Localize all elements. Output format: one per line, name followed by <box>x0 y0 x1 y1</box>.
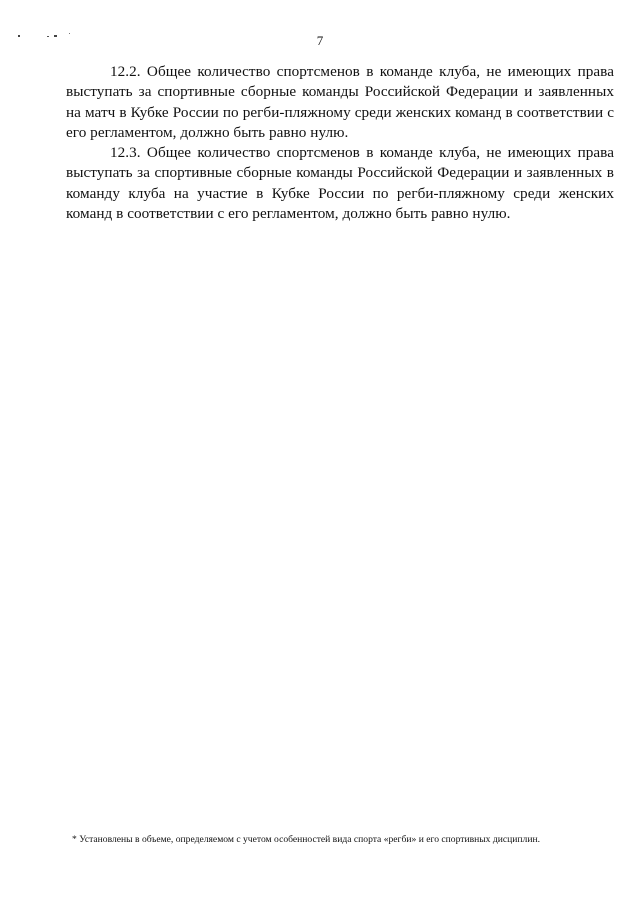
paragraph-12-2: 12.2. Общее количество спортсменов в команде клуба, не имеющих права выступать за спортивные сборные команды Российской Федерации и заявленных на матч в Кубке России по регби-пляжному среди женских команд в соответствии с его регламентом, должно быть равно нулю. <box>66 63 614 141</box>
paragraph-12-3: 12.3. Общее количество спортсменов в команде клуба, не имеющих права выступать за спортивные сборные команды Российской Федерации и заявленных в команду клуба на участие в Кубке России по регби-пляжному среди женских команд в соответствии с его регламентом, должно быть равно нулю. <box>66 144 614 223</box>
page-number: 7 <box>316 33 324 48</box>
document-body <box>66 62 614 224</box>
footnote: * Установлены в объеме, определяемом с учетом особенностей вида спорта «регби» и его спортивных дисциплин. <box>72 834 541 845</box>
